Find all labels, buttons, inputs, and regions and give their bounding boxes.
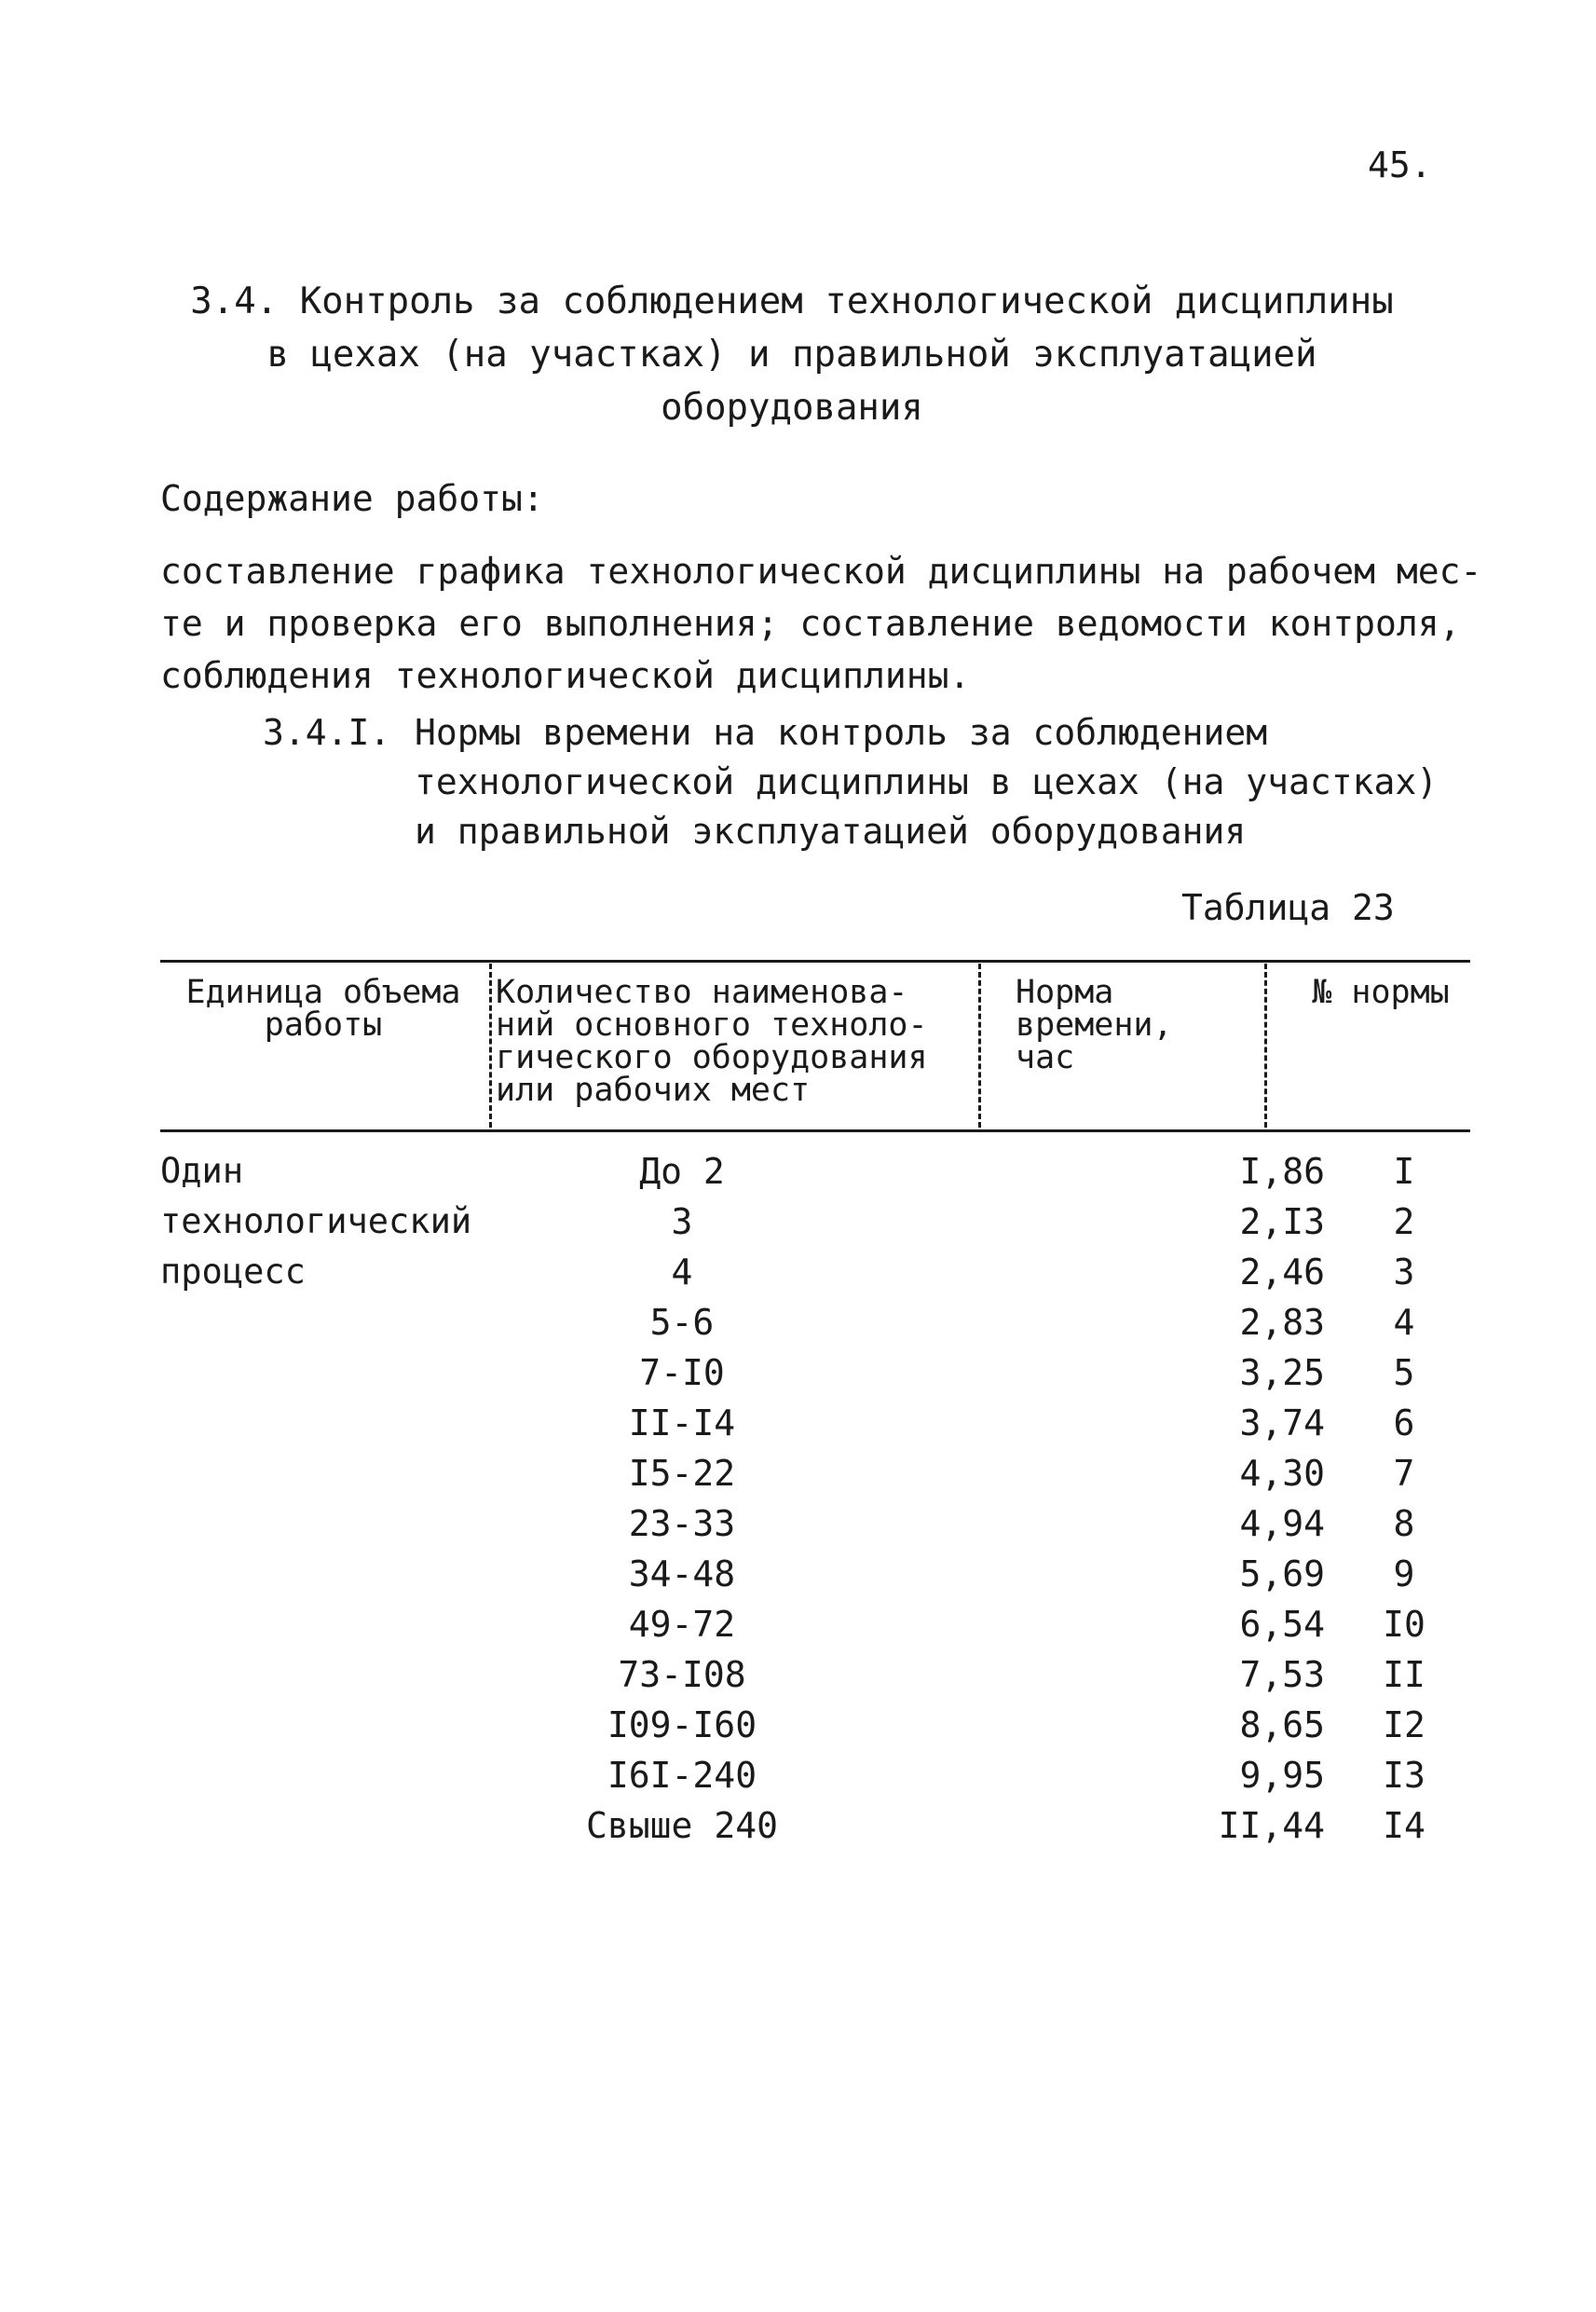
quantity-cell: 3 (671, 1201, 693, 1242)
time-norm-cell: 2,I3 (1239, 1201, 1325, 1242)
subsection-title-line: и правильной эксплуатацией оборудования (415, 811, 1247, 852)
header-unit (160, 974, 486, 1044)
norm-number-cell: 6 (1393, 1402, 1415, 1443)
quantity-cell: 4 (671, 1252, 693, 1293)
table-row (160, 1146, 1470, 1197)
subsection-title (415, 708, 1579, 856)
norm-number-cell: 4 (1393, 1302, 1415, 1343)
norm-number-cell: 7 (1393, 1453, 1415, 1494)
time-norm-cell: 2,83 (1239, 1302, 1325, 1343)
header-norm-number (1292, 974, 1469, 1011)
unit-line: процесс (160, 1252, 306, 1292)
norm-number-cell: I0 (1383, 1604, 1425, 1645)
time-norm-cell: 3,74 (1239, 1402, 1325, 1443)
time-norm-cell: II,44 (1218, 1805, 1325, 1846)
time-norm-cell: 5,69 (1239, 1553, 1325, 1594)
norm-number-cell: 5 (1393, 1352, 1415, 1393)
table-row (160, 1599, 1470, 1649)
quantity-cell: I5-22 (628, 1453, 736, 1494)
section-title-line: 3.4. Контроль за соблюдением технологической дисциплины (190, 280, 1394, 322)
norm-number-cell: I2 (1383, 1704, 1425, 1745)
table-label: Таблица 23 (1181, 887, 1395, 928)
norm-number-cell: 9 (1393, 1553, 1415, 1594)
content-line: соблюдения технологической дисциплины. (160, 655, 971, 696)
time-norm-cell: 9,95 (1239, 1755, 1325, 1796)
section-title-line: в цехах (на участках) и правильной эксплуатацией (266, 334, 1317, 376)
header-unit-line: Единица объема (185, 974, 461, 1011)
quantity-cell: 34-48 (628, 1553, 736, 1594)
column-separator (489, 964, 492, 1128)
table-row (160, 1498, 1470, 1549)
section-title-line: оборудования (661, 387, 923, 429)
content-line: составление графика технологической дисциплины на рабочем мес- (160, 551, 1482, 592)
table-header-rule (160, 1129, 1470, 1132)
content-body (160, 545, 1482, 702)
time-norm-cell: 8,65 (1239, 1704, 1325, 1745)
time-norm-cell: 7,53 (1239, 1654, 1325, 1695)
norm-number-cell: I (1393, 1151, 1415, 1192)
table-row (160, 1348, 1470, 1398)
table-row (160, 1549, 1470, 1599)
header-norm-number-line: № нормы (1312, 974, 1450, 1011)
header-time (1016, 974, 1248, 1076)
quantity-cell: I6I-240 (607, 1755, 757, 1796)
unit-line: технологический (160, 1201, 472, 1241)
quantity-cell: 7-I0 (639, 1352, 725, 1393)
table-row (160, 1197, 1470, 1247)
table-row (160, 1750, 1470, 1800)
quantity-cell: До 2 (639, 1151, 725, 1192)
quantity-cell: 5-6 (649, 1302, 715, 1343)
table-row (160, 1700, 1470, 1750)
norm-number-cell: I4 (1383, 1805, 1425, 1846)
norm-number-cell: II (1383, 1654, 1425, 1695)
time-norm-cell: 4,30 (1239, 1453, 1325, 1494)
header-quantity-line: гического оборудования (496, 1039, 928, 1076)
norm-number-cell: 2 (1393, 1201, 1415, 1242)
norm-number-cell: 8 (1393, 1503, 1415, 1544)
subsection-title-line: Нормы времени на контроль за соблюдением (415, 712, 1268, 753)
subsection-number: 3.4.I. (263, 712, 391, 753)
quantity-cell: 49-72 (628, 1604, 736, 1645)
content-line: те и проверка его выполнения; составление ведомости контроля, (160, 603, 1461, 644)
header-quantity-line: ний основного техноло- (496, 1006, 928, 1044)
table-top-rule (160, 960, 1470, 963)
header-quantity (496, 974, 980, 1109)
header-time-line: час (1016, 1039, 1075, 1076)
header-time-line: времени, (1016, 1006, 1173, 1044)
header-unit-line: работы (264, 1006, 383, 1044)
time-norm-cell: 4,94 (1239, 1503, 1325, 1544)
quantity-cell: 23-33 (628, 1503, 736, 1544)
norm-number-cell: 3 (1393, 1252, 1415, 1293)
quantity-cell: Свыше 240 (586, 1805, 778, 1846)
quantity-cell: I09-I60 (607, 1704, 757, 1745)
table-row (160, 1247, 1470, 1297)
time-norm-cell: I,86 (1239, 1151, 1325, 1192)
table-row (160, 1800, 1470, 1851)
unit-line: Один (160, 1151, 244, 1191)
table-row (160, 1398, 1470, 1448)
table-row (160, 1297, 1470, 1348)
time-norm-cell: 3,25 (1239, 1352, 1325, 1393)
table-row (160, 1649, 1470, 1700)
quantity-cell: 73-I08 (618, 1654, 746, 1695)
header-time-line: Норма (1016, 974, 1114, 1011)
time-norm-cell: 2,46 (1239, 1252, 1325, 1293)
subsection-title-line: технологической дисциплины в цехах (на участках) (415, 761, 1439, 802)
content-label: Содержание работы: (160, 478, 544, 519)
section-title (140, 275, 1444, 434)
quantity-cell: II-I4 (628, 1402, 736, 1443)
header-quantity-line: Количество наименова- (496, 974, 908, 1011)
table-row (160, 1448, 1470, 1498)
norm-number-cell: I3 (1383, 1755, 1425, 1796)
header-quantity-line: или рабочих мест (496, 1072, 811, 1109)
column-separator (1264, 964, 1267, 1128)
page-number: 45. (1368, 144, 1432, 185)
time-norm-cell: 6,54 (1239, 1604, 1325, 1645)
